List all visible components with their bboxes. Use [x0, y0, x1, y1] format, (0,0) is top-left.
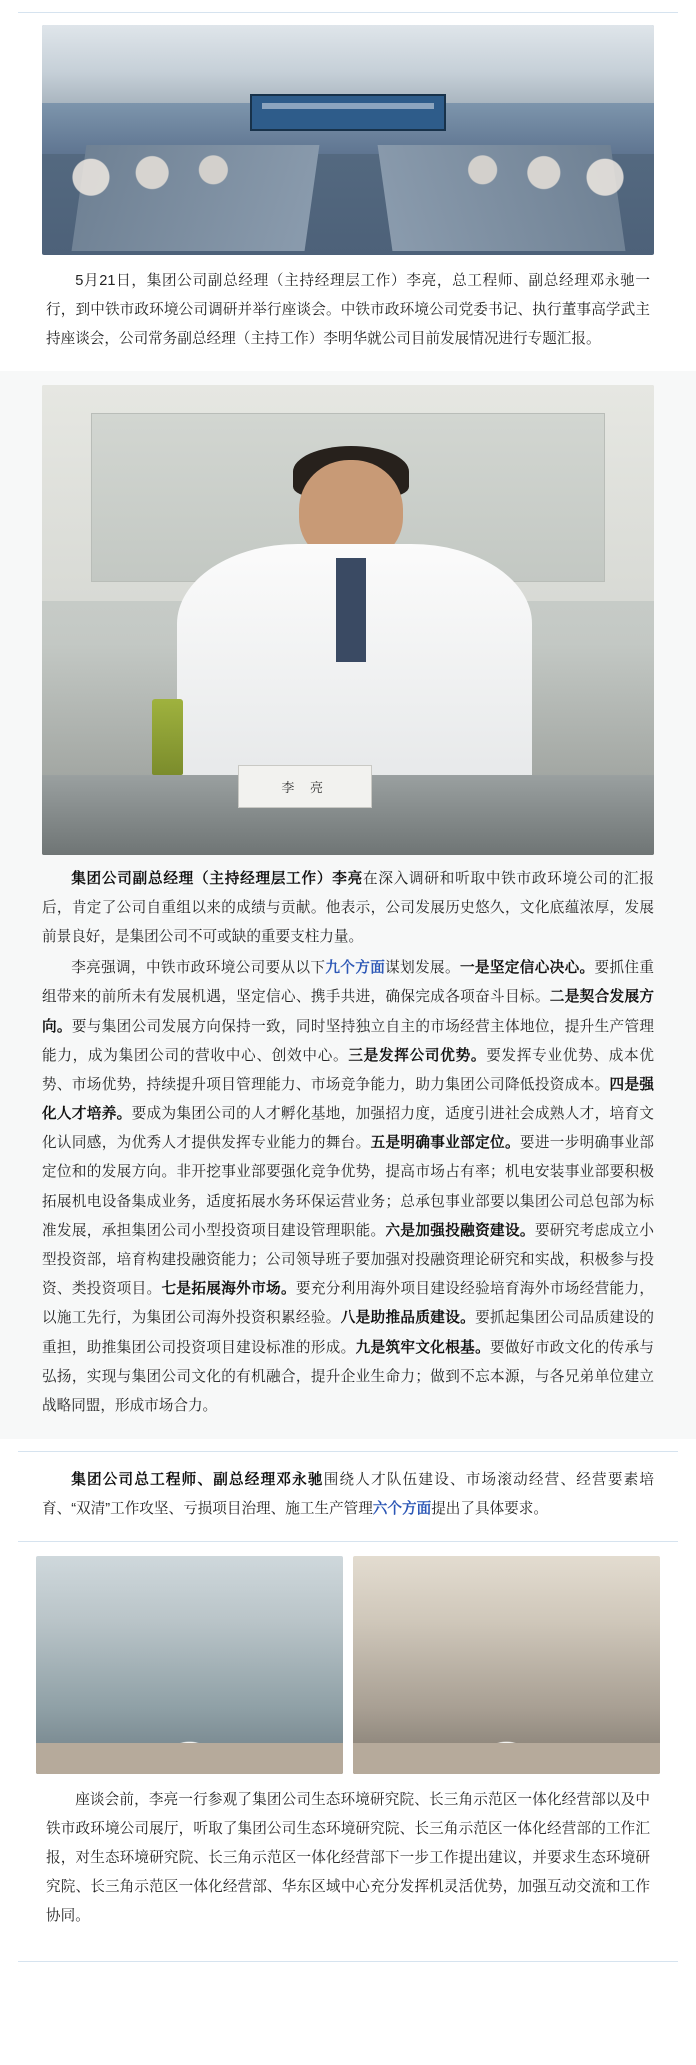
divider-middle-2 [18, 1541, 678, 1542]
site-visit-photo-left [36, 1556, 343, 1774]
point-1-text: 要抓住重组带来的前所未有发展机遇，坚定信心、携手共进，确保完成各项奋斗目标。 [42, 960, 654, 1006]
photo-ceiling [42, 25, 654, 103]
photo-row-site-visit [18, 1556, 678, 1774]
caption-intro-text: 5月21日，集团公司副总经理（主持经理层工作）李亮，总工程师、副总经理邓永驰一行，到中铁市政环境公司调研并举行座谈会。中铁市政环境公司党委书记、执行董事高学武主持座谈会，公司常务副总经理（主持工作）李明华就公司目前发展情况进行专题汇报。 [46, 273, 650, 348]
section-intro [0, 25, 696, 371]
point-3-text: 要发挥专业优势、成本优势、市场优势，持续提升项目管理能力、市场竞争能力，助力集团公司降低投资成本。 [42, 1047, 654, 1093]
photo-col-right [353, 1556, 660, 1774]
point-6-text: 要研究考虑成立小型投资部，培育构建投融资能力；公司领导班子要加强对投融资理论研究和实战，积极参与投资、类投资项目。 [42, 1222, 654, 1298]
photo-floor-left [36, 1743, 343, 1774]
projector-screen-title [262, 103, 433, 109]
body-li-liang [18, 855, 678, 1426]
section-li-liang [0, 371, 696, 1440]
point-7-title: 七是拓展海外市场。 [161, 1281, 296, 1298]
point-1-title: 一是坚定信心决心。 [459, 960, 595, 977]
point-9-text: 要做好市政文化的传承与弘扬，实现与集团公司文化的有机融合，提升企业生命力；做到不忘本源，与各兄弟单位建立战略同盟，形成市场合力。 [42, 1339, 654, 1414]
divider-middle-1 [18, 1451, 678, 1452]
deng-highlight-six-aspects: 六个方面 [372, 1501, 432, 1518]
attendees [42, 122, 654, 214]
section-site-visit [0, 1556, 696, 1948]
caption-site-visit [18, 1774, 678, 1948]
point-3-title: 三是发挥公司优势。 [348, 1047, 487, 1064]
point-5-text: 要进一步明确事业部定位和的发展方向。非开挖事业部要强化竞争优势，提高市场占有率；机电安装事业部要积极拓展机电设备集成业务，适度拓展水务环保运营业务；总承包事业部要以集团公司总包部为标准发展，承担集团公司小型投资项目建设管理职能。 [42, 1135, 654, 1239]
deng-tail: 提出了具体要求。 [431, 1501, 548, 1518]
photo-col-left [36, 1556, 343, 1774]
p2-b: 谋划发展。 [385, 960, 460, 977]
photo-water-bottle [152, 699, 183, 774]
p2-a: 李亮强调，中铁市政环境公司要从以下 [71, 960, 326, 977]
caption-site-visit-text: 座谈会前，李亮一行参观了集团公司生态环境研究院、长三角示范区一体化经营部以及中铁市政环境公司展厅，听取了集团公司生态环境研究院、长三角示范区一体化经营部的工作汇报，对生态环境研究院、长三角示范区一体化经营部下一步工作提出建议，并要求生态环境研究院、长三角示范区一体化经营部、华东区域中心充分发挥机灵活优势，加强互动交流和工作协同。 [46, 1791, 650, 1925]
point-7-text: 要充分利用海外项目建设经验培育海外市场经营能力，以施工先行，为集团公司海外投资积累经验。 [42, 1281, 654, 1327]
section-deng-yongchi [0, 1464, 696, 1526]
photo-floor-right [353, 1743, 660, 1774]
p2-highlight-nine-aspects: 九个方面 [325, 960, 386, 977]
deng-lead: 集团公司总工程师、副总经理邓永驰 [71, 1472, 324, 1489]
point-5-title: 五是明确事业部定位。 [370, 1135, 520, 1152]
point-4-text: 要成为集团公司的人才孵化基地，加强招力度，适度引进社会成熟人才，培育文化认同感，为优秀人才提供发挥专业能力的舞台。 [42, 1106, 654, 1152]
article-page [0, 12, 696, 1962]
body-deng-yongchi [18, 1464, 678, 1526]
point-2-title: 二是契合发展方向。 [42, 989, 654, 1035]
point-4-title: 四是强化人才培养。 [42, 1076, 654, 1123]
deng-mid: 围绕人才队伍建设、市场滚动经营、经营要素培育、“双清”工作攻坚、亏损项目治理、施工生产管理 [42, 1472, 654, 1518]
point-8-text: 要抓起集团公司品质建设的重担，助推集团公司投资项目建设标准的形成。 [42, 1310, 654, 1356]
photo-wrap-portrait [18, 385, 678, 855]
point-6-title: 六是加强投融资建设。 [385, 1222, 535, 1239]
paragraph-1-lead: 集团公司副总经理（主持经理层工作）李亮 [71, 870, 363, 887]
divider-top [18, 12, 678, 13]
paragraph-3 [42, 1466, 654, 1524]
paragraph-1 [42, 865, 654, 953]
site-visit-photo-right [353, 1556, 660, 1774]
point-8-title: 八是助推品质建设。 [340, 1310, 476, 1327]
divider-bottom [18, 1961, 678, 1962]
li-liang-portrait-photo [42, 385, 654, 855]
point-2-text: 要与集团公司发展方向保持一致，同时坚持独立自主的市场经营主体地位，提升生产管理能力，成为集团公司的营收中心、创效中心。 [42, 1018, 654, 1064]
photo-nameplate: 李 亮 [238, 765, 373, 807]
photo-subject-tie [336, 558, 367, 661]
paragraph-2 [42, 954, 654, 1421]
point-9-title: 九是筑牢文化根基。 [355, 1339, 491, 1356]
paragraph-1-rest: 在深入调研和听取中铁市政环境公司的汇报后，肯定了公司自重组以来的成绩与贡献。他表示，公司发展历史悠久，文化底蕴浓厚，发展前景良好，是集团公司不可或缺的重要支柱力量。 [42, 870, 654, 945]
caption-intro [18, 255, 678, 371]
photo-wrap-meeting [18, 25, 678, 255]
meeting-room-photo [42, 25, 654, 255]
